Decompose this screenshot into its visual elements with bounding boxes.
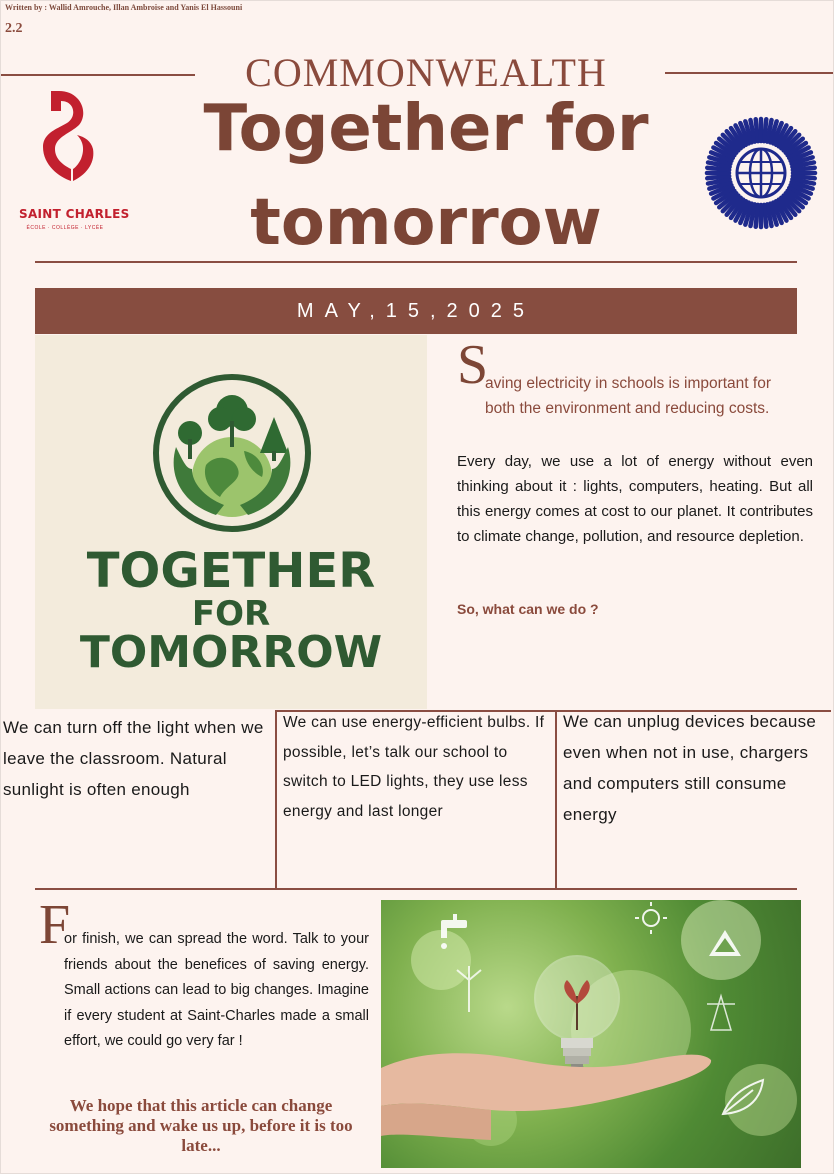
- issue-number: 2.2: [5, 21, 23, 36]
- school-emblem-icon: [19, 89, 111, 189]
- school-subtitle: ÉCOLE · COLLÈGE · LYCÉE: [26, 225, 104, 231]
- intro-dropcap: S: [457, 334, 489, 396]
- closing-statement: We hope that this article can change something and wake us up, before it is too late...: [49, 1096, 353, 1155]
- masthead: COMMONWEALTH: [245, 50, 607, 95]
- logo-ray: [793, 168, 815, 170]
- tip-unplug: We can unplug devices because even when not in use, chargers and computers still consume energy: [563, 712, 817, 824]
- header-rule-left: [1, 74, 195, 76]
- logo-ray: [764, 205, 766, 227]
- title-line-2: tomorrow: [250, 186, 602, 260]
- power-pylon-icon: [707, 996, 735, 1030]
- intro-text: aving electricity in schools is important for both the environment and reducing costs.: [485, 375, 772, 417]
- wind-turbine-icon: [457, 966, 481, 1012]
- conclusion-dropcap: F: [39, 894, 71, 956]
- feature-text-line-3: TOMORROW: [79, 627, 383, 678]
- body-paragraph: Every day, we use a lot of energy without even thinking about it : lights, computers, heating. But all this energy comes at cost to our planet. It contributes to climate change, pollution, and resource depletion.: [457, 453, 813, 545]
- title-line-1: Together for: [203, 92, 649, 166]
- photo-artwork: [381, 900, 801, 1168]
- title-rule: [35, 261, 797, 263]
- commonwealth-logo-icon: [703, 109, 819, 237]
- logo-ray: [756, 119, 758, 141]
- author-credit: Written by : Wallid Amrouche, Illan Ambroise and Yanis El Hassouni: [5, 3, 243, 12]
- date-banner: MAY,15,2025: [35, 288, 797, 334]
- tips-divider-2: [555, 710, 557, 888]
- logo-ray: [707, 176, 729, 178]
- section-question: So, what can we do ?: [457, 601, 599, 617]
- sun-icon: [635, 902, 667, 934]
- feature-text-line-2: FOR: [191, 594, 271, 634]
- tip-light: We can turn off the light when we leave the classroom. Natural sunlight is often enough: [3, 718, 264, 799]
- header-rule-right: [665, 72, 833, 74]
- earth-hands-icon: [146, 373, 318, 533]
- feature-illustration: [35, 335, 427, 709]
- tip-bulbs: We can use energy-efficient bulbs. If possible, let’s talk our school to switch to LED lights, they use less energy and last longer: [283, 714, 545, 820]
- lightbulb-photo: [381, 900, 801, 1168]
- conclusion-paragraph: or finish, we can spread the word. Talk to your friends about the benefices of saving energy. Small actions can lead to big changes. Imagine if every student at Saint-Charles made a small effort, we could go very far !: [64, 931, 369, 1049]
- hand-shape: [381, 1053, 711, 1111]
- intro-paragraph: [485, 371, 805, 421]
- school-name: SAINT CHARLES: [19, 207, 130, 221]
- feature-text-line-1: TOGETHER: [86, 543, 376, 599]
- tips-divider-1: [275, 710, 277, 888]
- tips-rule-bottom: [35, 888, 797, 890]
